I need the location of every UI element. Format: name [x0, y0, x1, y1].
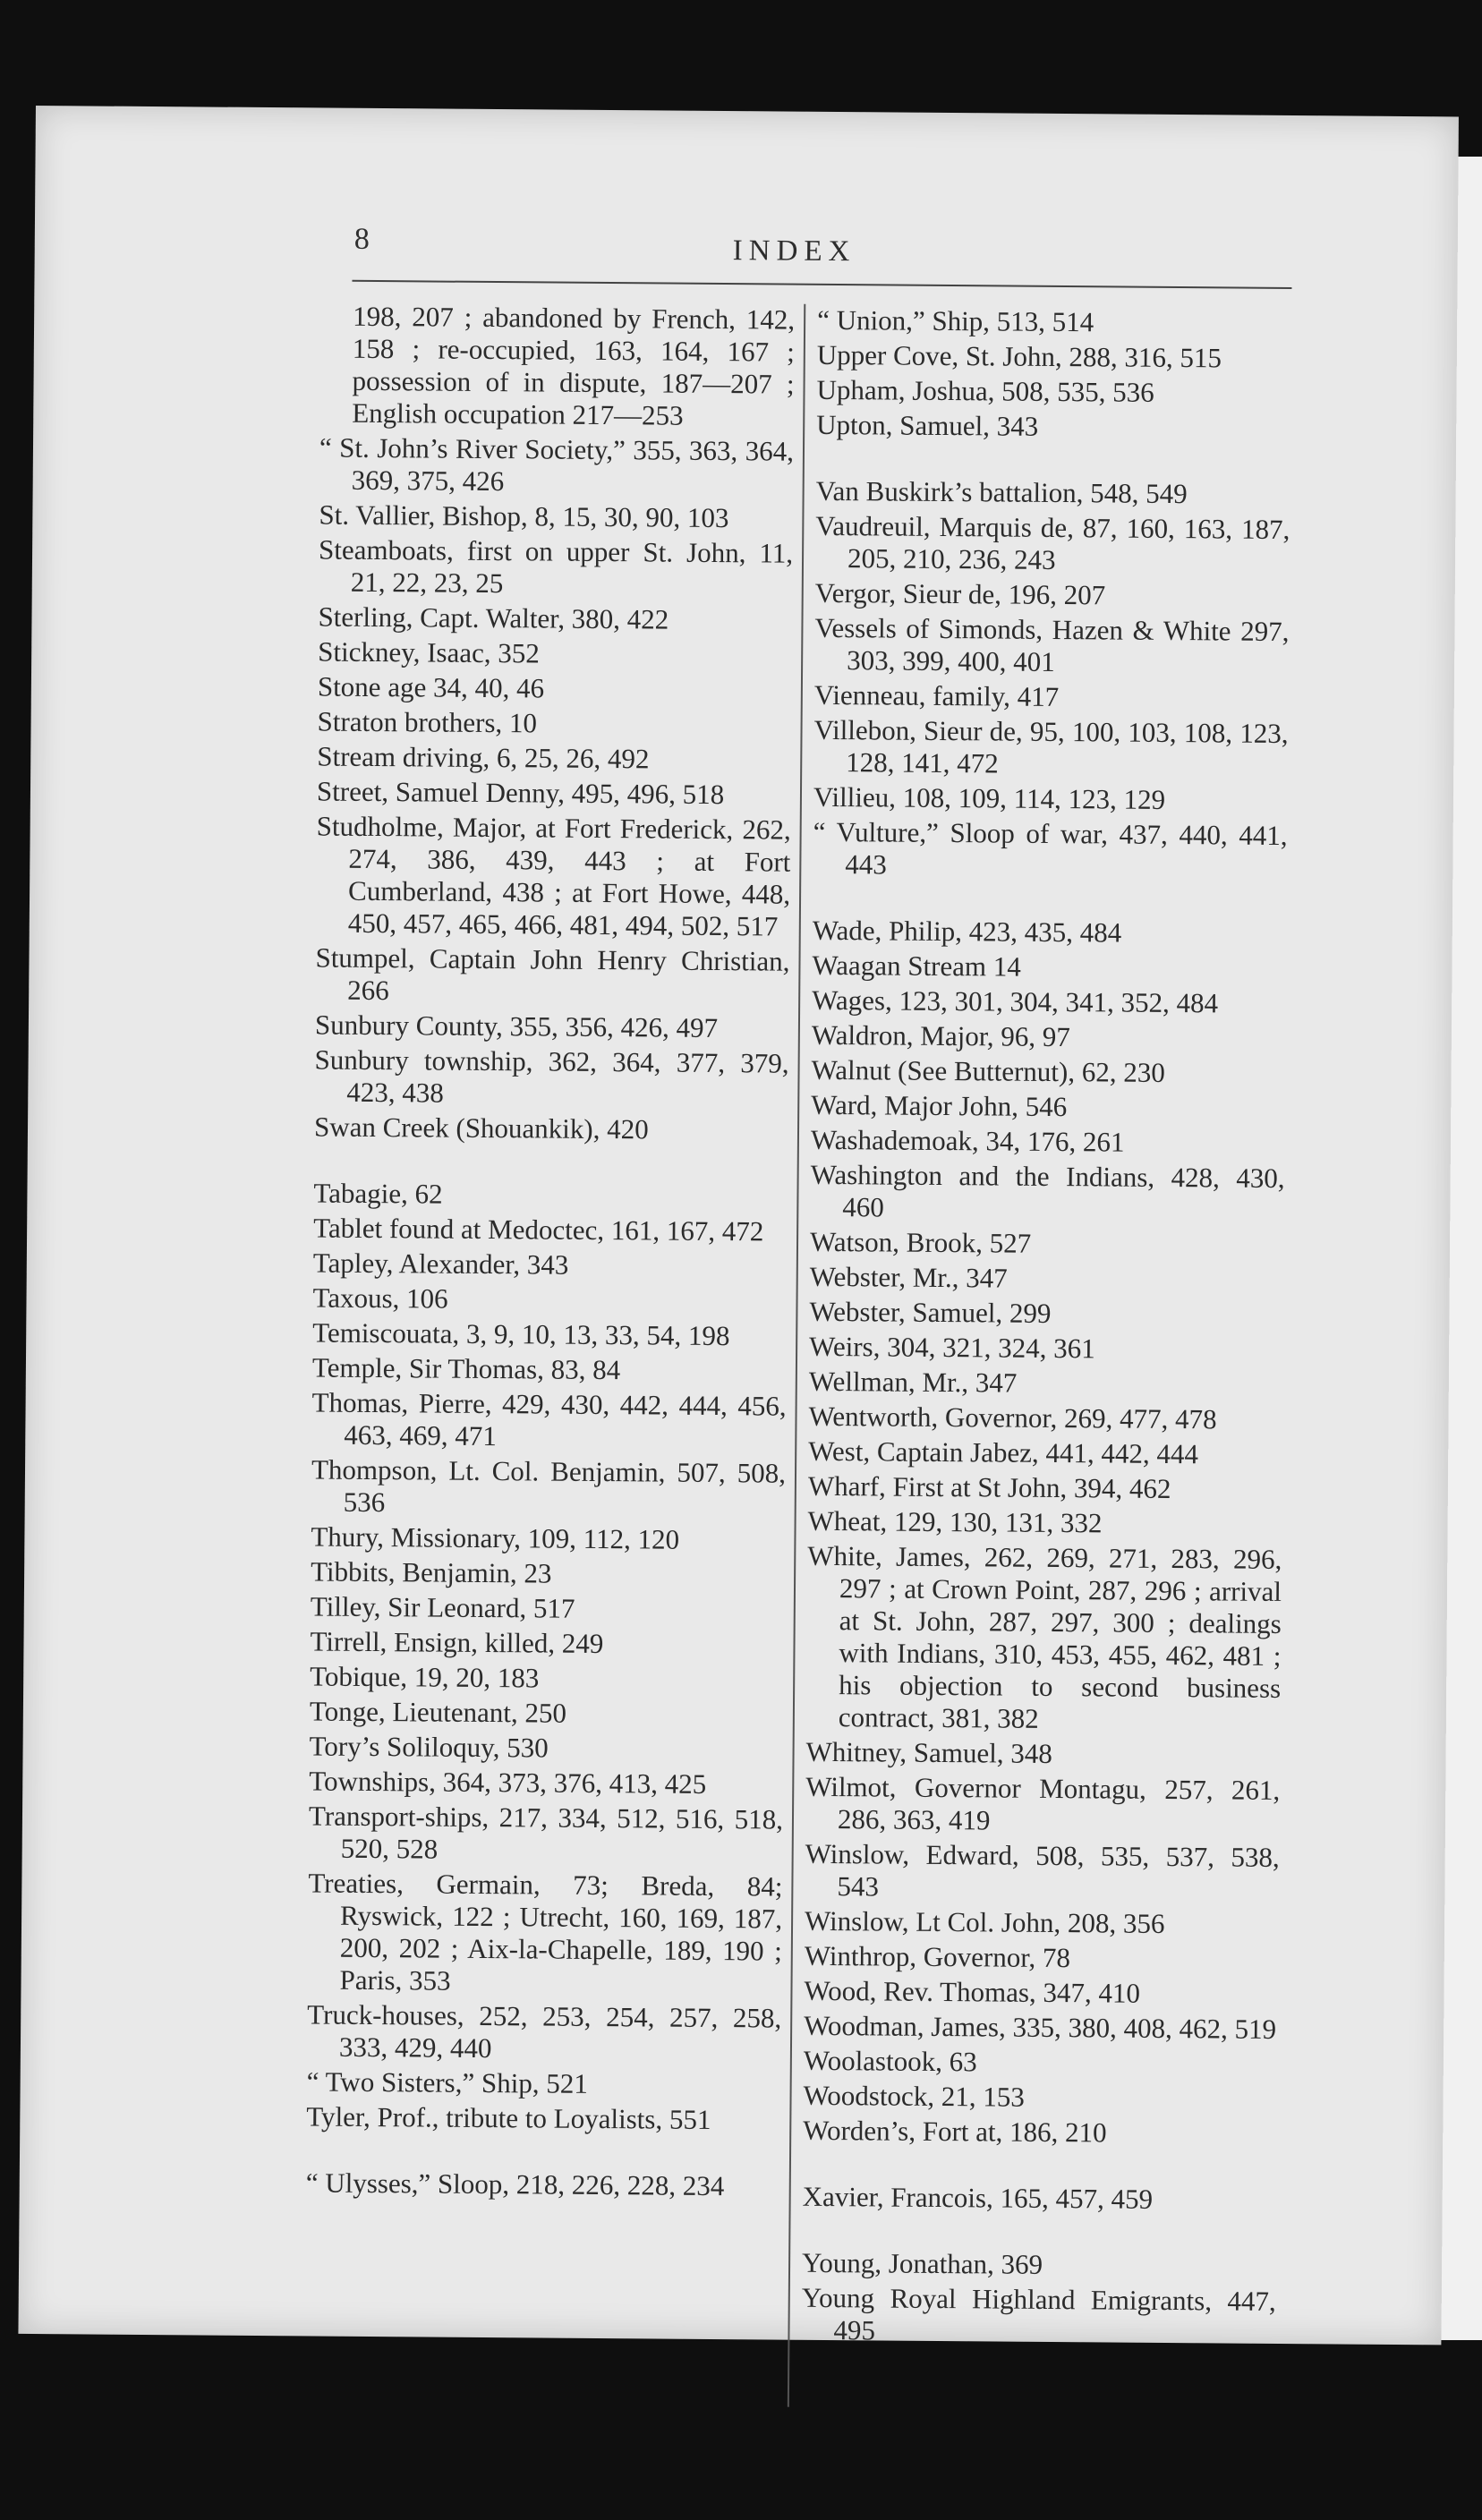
index-entry: 198, 207 ; abandoned by French, 142, 158 ; re-occupied, 163, 164, 167 ; possession of in dispute, 187—207 ; English occupation 217—253	[352, 300, 796, 431]
index-entry: Vienneau, family, 417	[813, 678, 1060, 712]
index-entry: Temiscouata, 3, 9, 10, 13, 33, 54, 198	[312, 1316, 730, 1352]
index-entry: Thury, Missionary, 109, 112, 120	[311, 1520, 680, 1555]
index-entry: Watson, Brook, 527	[809, 1225, 1032, 1259]
index-column-right	[801, 304, 1291, 2353]
index-entry: Woolastook, 63	[803, 2044, 977, 2078]
index-entry: Wages, 123, 301, 304, 341, 352, 484	[812, 983, 1219, 1019]
index-entry: Wharf, First at St John, 394, 462	[807, 1469, 1171, 1505]
index-entry: Stickney, Isaac, 352	[318, 635, 540, 669]
index-entry: White, James, 262, 269, 271, 283, 296, 297 ; at Crown Point, 287, 296 ; arrival at St. John, 287, 297, 300 ; dealings with Indians, 310, 453, 455, 462, 481 ; his objection to second business contract, 381, 382	[807, 1539, 1282, 1734]
index-entry: Straton brothers, 10	[317, 705, 538, 739]
index-entry: Weirs, 304, 321, 324, 361	[809, 1330, 1095, 1365]
index-entry: Vergor, Sieur de, 196, 207	[814, 576, 1106, 611]
index-entry: Woodman, James, 335, 380, 408, 462, 519	[804, 2009, 1277, 2045]
index-entry: Stumpel, Captain John Henry Christian, 266	[315, 941, 790, 1007]
index-entry: “ St. John’s River Society,” 355, 363, 364, 369, 375, 426	[319, 431, 795, 498]
index-entry: Upham, Joshua, 508, 535, 536	[816, 373, 1154, 408]
index-entry: Tory’s Soliloquy, 530	[309, 1730, 549, 1764]
index-entry: Young Royal Highland Emigrants, 447, 495	[801, 2281, 1276, 2346]
index-entry: Walnut (See Butternut), 62, 230	[811, 1053, 1165, 1088]
index-entry: Villebon, Sieur de, 95, 100, 103, 108, 123, 128, 141, 472	[813, 713, 1289, 779]
index-entry: Street, Samuel Denny, 495, 496, 518	[316, 775, 725, 811]
index-entry: Stone age 34, 40, 46	[317, 670, 545, 704]
index-entry: Webster, Samuel, 299	[809, 1295, 1052, 1329]
index-entry: Winthrop, Governor, 78	[804, 1939, 1071, 1974]
index-entry: Webster, Mr., 347	[809, 1260, 1008, 1294]
index-entry: Wentworth, Governor, 269, 477, 478	[808, 1400, 1217, 1435]
index-entry: Villieu, 108, 109, 114, 123, 129	[813, 780, 1166, 815]
index-entry: Sunbury township, 362, 364, 377, 379, 423, 438	[314, 1043, 789, 1109]
index-entry: Taxous, 106	[312, 1281, 448, 1315]
index-entry: Wade, Philip, 423, 435, 484	[812, 914, 1122, 949]
index-entry: Tibbits, Benjamin, 23	[311, 1555, 552, 1589]
index-entry: Woodstock, 21, 153	[803, 2079, 1025, 2113]
index-entry: Tobique, 19, 20, 183	[310, 1660, 540, 1694]
index-entry: Swan Creek (Shouankik), 420	[313, 1111, 649, 1145]
index-entry: Tirrell, Ensign, killed, 249	[310, 1625, 604, 1660]
index-entry: Ward, Major John, 546	[811, 1088, 1068, 1123]
index-entry: Tabagie, 62	[313, 1177, 443, 1210]
index-entry: Thomas, Pierre, 429, 430, 442, 444, 456, 463, 469, 471	[311, 1386, 787, 1452]
running-head: INDEX	[732, 234, 856, 268]
index-entry: Steamboats, first on upper St. John, 11, 21, 22, 23, 25	[318, 533, 794, 600]
index-entry: Townships, 364, 373, 376, 413, 425	[309, 1765, 707, 1800]
index-entry: Upton, Samuel, 343	[816, 408, 1039, 442]
index-entry: Worden’s, Fort at, 186, 210	[803, 2114, 1107, 2149]
index-entry: “ Vulture,” Sloop of war, 437, 440, 441, 443	[813, 815, 1288, 881]
index-entry: Young, Jonathan, 369	[801, 2246, 1043, 2280]
index-entry: Tonge, Lieutenant, 250	[309, 1695, 567, 1729]
index-entry: Temple, Sir Thomas, 83, 84	[311, 1351, 621, 1386]
index-entry: Washademoak, 34, 176, 261	[810, 1123, 1125, 1158]
index-entry: Wood, Rev. Thomas, 347, 410	[804, 1974, 1141, 2009]
index-entry: Winslow, Lt Col. John, 208, 356	[804, 1904, 1165, 1939]
header-rule	[352, 280, 1291, 289]
index-entry: Wilmot, Governor Montagu, 257, 261, 286, 363, 419	[805, 1770, 1281, 1836]
index-entry: Tilley, Sir Leonard, 517	[310, 1590, 575, 1624]
index-entry: St. Vallier, Bishop, 8, 15, 30, 90, 103	[319, 498, 729, 534]
index-entry: Whitney, Samuel, 348	[805, 1735, 1052, 1769]
index-entry: Vessels of Simonds, Hazen & White 297, 303, 399, 400, 401	[814, 611, 1290, 677]
index-entry: Winslow, Edward, 508, 535, 537, 538, 543	[805, 1837, 1280, 1903]
index-entry: Wheat, 129, 130, 131, 332	[807, 1504, 1103, 1539]
index-entry: Xavier, Francois, 165, 457, 459	[802, 2180, 1154, 2215]
index-entry: Wellman, Mr., 347	[808, 1365, 1018, 1399]
index-entry: Studholme, Major, at Fort Frederick, 262, 274, 386, 439, 443 ; at Fort Cumberland, 438 ; at Fort Howe, 448, 450, 457, 465, 466, 481, 494, 502, 517	[316, 810, 791, 942]
index-entry: Washington and the Indians, 428, 430, 460	[810, 1158, 1285, 1223]
index-entry: Tablet found at Medoctec, 161, 167, 472	[313, 1212, 764, 1247]
index-entry: Upper Cove, St. John, 288, 316, 515	[816, 338, 1222, 374]
index-entry: Stream driving, 6, 25, 26, 492	[317, 740, 650, 775]
index-entry: Sunbury County, 355, 356, 426, 497	[314, 1009, 719, 1044]
index-entry: Truck-houses, 252, 253, 254, 257, 258, 333, 429, 440	[307, 1998, 782, 2065]
index-entry: Tapley, Alexander, 343	[312, 1247, 569, 1281]
index-entry: “ Two Sisters,” Ship, 521	[306, 2065, 588, 2099]
index-entry: “ Union,” Ship, 513, 514	[817, 303, 1094, 338]
index-entry: Sterling, Capt. Walter, 380, 422	[318, 600, 669, 635]
index-entry: Thompson, Lt. Col. Benjamin, 507, 508, 536	[311, 1453, 787, 1519]
index-entry: “ Ulysses,” Sloop, 218, 226, 228, 234	[305, 2167, 725, 2202]
index-entry: West, Captain Jabez, 441, 442, 444	[808, 1435, 1199, 1470]
book-page	[18, 106, 1459, 2345]
index-entry: Waagan Stream 14	[812, 949, 1021, 983]
index-entry: Vaudreuil, Marquis de, 87, 160, 163, 187, 205, 210, 236, 243	[815, 509, 1290, 575]
index-entry: Treaties, Germain, 73; Breda, 84; Ryswick, 122 ; Utrecht, 160, 169, 187, 200, 202 ; Aix-la-Chapelle, 189, 190 ; Paris, 353	[308, 1867, 783, 1996]
page-number: 8	[353, 222, 370, 256]
index-entry: Waldron, Major, 96, 97	[811, 1018, 1071, 1053]
index-entry: Van Buskirk’s battalion, 548, 549	[815, 474, 1188, 510]
index-entry: Tyler, Prof., tribute to Loyalists, 551	[306, 2100, 711, 2135]
index-entry: Transport-ships, 217, 334, 512, 516, 518, 520, 528	[308, 1800, 784, 1865]
index-column-left	[306, 301, 796, 2206]
